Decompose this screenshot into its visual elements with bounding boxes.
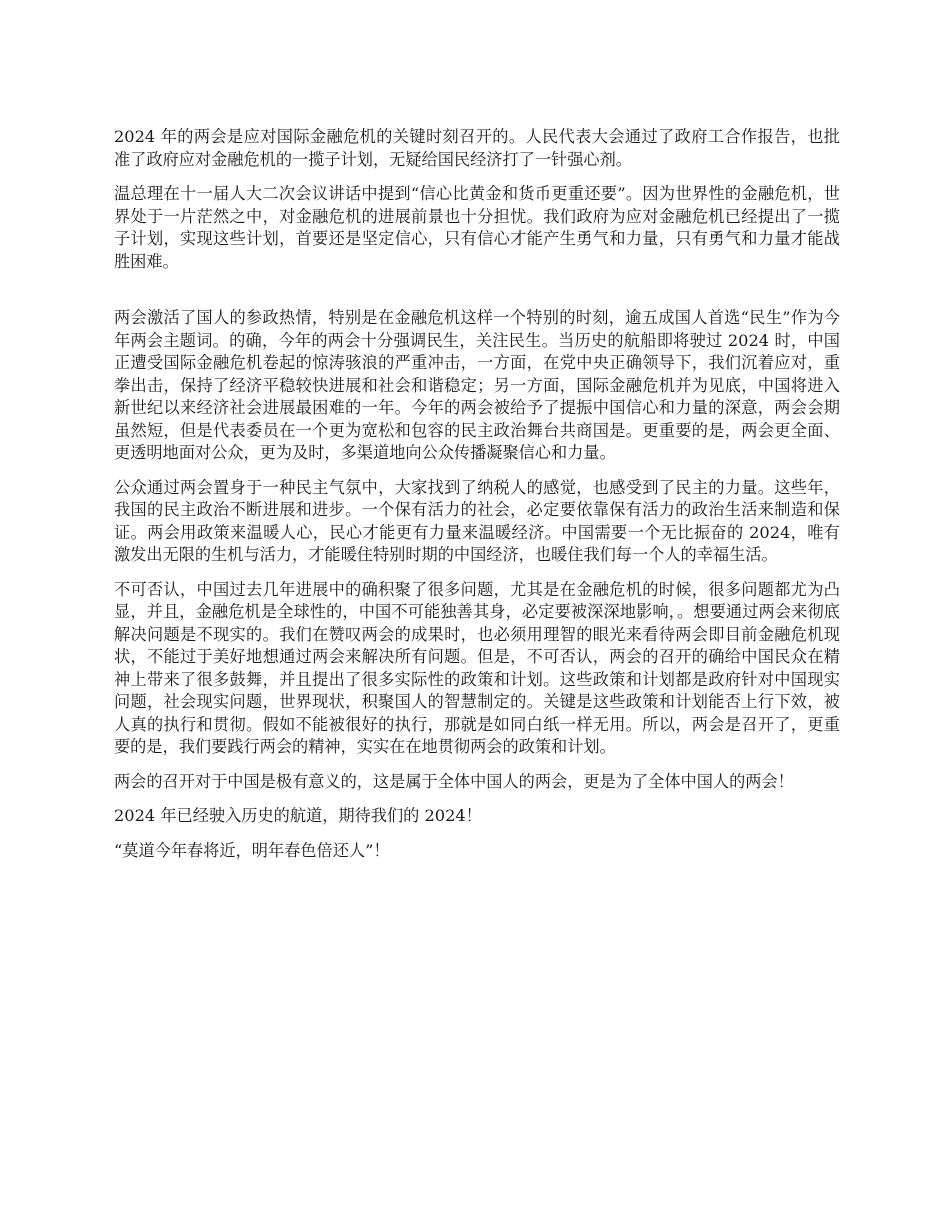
paragraph-6: 两会的召开对于中国是极有意义的，这是属于全体中国人的两会，更是为了全体中国人的两会！ xyxy=(114,771,794,791)
paragraph-2: 温总理在十一届人大二次会议讲话中提到“信心比黄金和货币更重还要”。因为世界性的金融危机，世界处于一片茫然之中，对金融危机的进展前景也十分担忧。我们政府为应对金融危机已经提出了一揽子计划，实现这些计划，首要还是坚定信心，只有信心才能产生勇气和力量，只有勇气和力量才能战胜困难。 xyxy=(114,184,840,271)
paragraph-7: 2024 年已经驶入历史的航道，期待我们的 2024！ xyxy=(114,806,482,825)
paragraph-8: “莫道今年春将近，明年春色倍还人”！ xyxy=(114,840,390,860)
paragraph-4: 公众通过两会置身于一种民主气氛中，大家找到了纳税人的感觉，也感受到了民主的力量。这些年，我国的民主政治不断进展和进步。一个保有活力的社会，必定要依靠保有活力的政治生活来制造和保证。两会用政策来温暖人心，民心才能更有力量来温暖经济。中国需要一个无比振奋的 2024，唯有激发出无限的生机与活力，才能暖住特别时期的中国经济，也暖住我们每一个人的幸福生活。 xyxy=(114,477,840,564)
paragraph-3: 两会激活了国人的参政热情，特别是在金融危机这样一个特别的时刻，逾五成国人首选“民生”作为今年两会主题词。的确，今年的两会十分强调民生，关注民生。当历史的航船即将驶过 2024 时，中国正遭受国际金融危机卷起的惊涛骇浪的严重冲击，一方面，在党中央正确领导下，我们沉着应对，重拳出击，保持了经济平稳较快进展和社会和谐稳定；另一方面，国际金融危机并为见底，中国将进入新世纪以来经济社会进展最困难的一年。今年的两会被给予了提振中国信心和力量的深意，两会会期虽然短，但是代表委员在一个更为宽松和包容的民主政治舞台共商国是。更重要的是，两会更全面、更透明地面对公众，更为及时，多渠道地向公众传播凝聚信心和力量。 xyxy=(114,308,840,462)
paragraph-1: 2024 年的两会是应对国际金融危机的关键时刻召开的。人民代表大会通过了政府工合作报告，也批准了政府应对金融危机的一揽子计划，无疑给国民经济打了一针强心剂。 xyxy=(114,127,840,169)
paragraph-5: 不可否认，中国过去几年进展中的确积聚了很多问题，尤其是在金融危机的时候，很多问题都尤为凸显，并且，金融危机是全球性的，中国不可能独善其身，必定要被深深地影响，。想要通过两会来彻底解决问题是不现实的。我们在赞叹两会的成果时，也必须用理智的眼光来看待两会即目前金融危机现状，不能过于美好地想通过两会来解决所有问题。但是，不可否认，两会的召开的确给中国民众在精神上带来了很多鼓舞，并且提出了很多实际性的政策和计划。这些政策和计划都是政府针对中国现实问题，社会现实问题，世界现状，积聚国人的智慧制定的。关键是这些政策和计划能否上行下效，被人真的执行和贯彻。假如不能被很好的执行，那就是如同白纸一样无用。所以，两会是召开了，更重要的是，我们要践行两会的精神，实实在在地贯彻两会的政策和计划。 xyxy=(114,579,840,756)
document-body xyxy=(114,126,840,874)
